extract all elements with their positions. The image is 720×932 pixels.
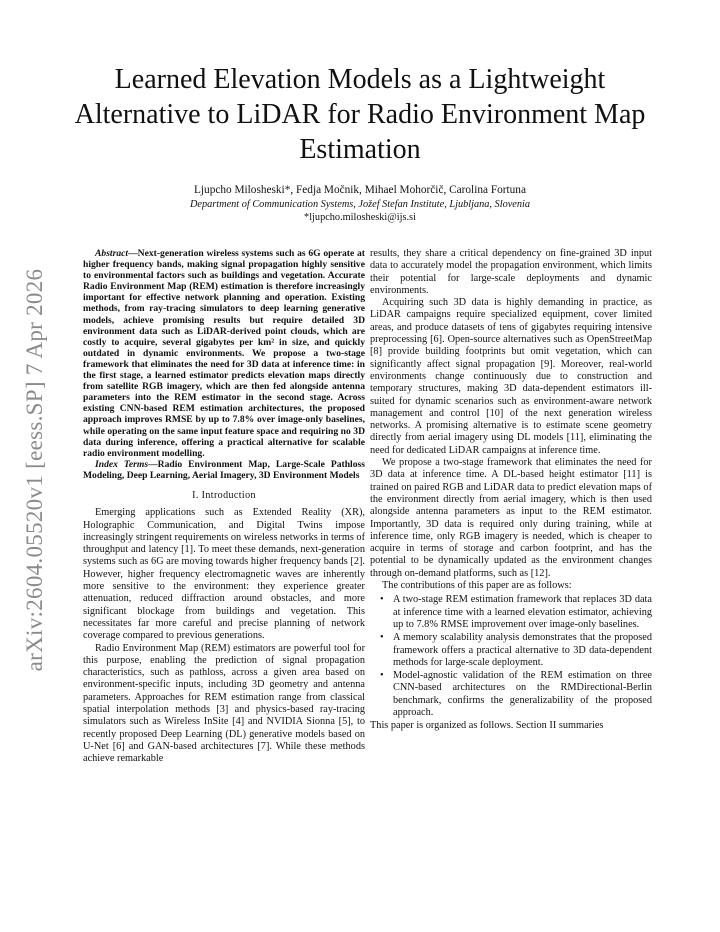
contributions-list	[370, 594, 652, 719]
right-paragraph-1: results, they share a critical dependency on fine-grained 3D input data to accurately model the propagation environment, which limits their potential for large-scale deployments and dynamic environments.	[370, 248, 652, 296]
affiliation: Department of Communication Systems, Jožef Stefan Institute, Ljubljana, Slovenia	[189, 199, 531, 210]
right-paragraph-2: Acquiring such 3D data is highly demanding in practice, as LiDAR campaigns require specialized equipment, cover limited areas, and produce datasets of tens of gigabytes requiring intensive preprocessing [6]. Open-source alternatives such as OpenStreetMap [8] provide building footprints but omit vegetation, which can significantly affect signal propagation [9]. Moreover, real-world environments change continuously due to construction and temporary structures, making 3D data-dependent estimators ill-suited for dynamic scenarios such as environment-aware network management and control [10] of the next generation wireless networks. A promising alternative is to estimate scene geometry directly from aerial imagery using DL models [11], eliminating the need for dedicated LiDAR campaigns at inference time.	[370, 297, 652, 456]
contact-email: *ljupcho.milosheski@ijs.si	[304, 212, 416, 223]
contributions-intro: The contributions of this paper are as follows:	[382, 580, 572, 592]
bullet-icon: •	[380, 632, 384, 644]
paper-title: Learned Elevation Models as a Lightweight Alternative to LiDAR for Radio Environment Map Estimation	[74, 64, 646, 165]
right-paragraph-5: This paper is organized as follows. Section II summaries	[370, 720, 604, 732]
author-list: Ljupcho Milosheski*, Fedja Močnik, Mihael Mohorčič, Carolina Fortuna	[194, 184, 526, 196]
abstract-label: Abstract	[95, 248, 129, 259]
abstract-text: —Next-generation wireless systems such as 6G operate at higher frequency bands, making signal propagation highly sensitive to environmental factors such as buildings and vegetation. Accurate Radio Environment Map (REM) estimation is therefore increasingly important for effective network planning and operation. Existing methods, from ray-tracing simulators to deep learning generative models, achieve promising results but require detailed 3D environment data such as LiDAR-derived point clouds, which are costly to acquire, several gigabytes per km² in size, and quickly outdated in dynamic environments. We propose a two-stage framework that eliminates the need for 3D data at inference time: in the first stage, a learned estimator predicts elevation maps directly from satellite RGB imagery, which are then fed alongside antenna parameters into the REM estimator in the second stage. Across existing CNN-based REM estimation architectures, the proposed approach improves RMSE by up to 7.8% over image-only baselines, while operating on the same input feature space and requiring no 3D data during inference, offering a practical alternative for scalable radio environment modelling.	[83, 248, 365, 459]
index-terms-label: Index Terms	[95, 458, 149, 470]
contribution-item: • Model-agnostic validation of the REM estimation on three CNN-based architectures on the RMDirectional-Berlin benchmark, confirms the generalizability of the proposed approach.	[380, 670, 652, 718]
contribution-item: • A two-stage REM estimation framework that replaces 3D data at inference time with a learned elevation estimator, achieving up to 7.8% RMSE improvement over image-only baselines.	[380, 594, 652, 630]
section-heading: I. Introduction	[192, 489, 256, 501]
right-paragraph-3: We propose a two-stage framework that eliminates the need for 3D data at inference time. A DL-based height estimator [11] is trained on paired RGB and LiDAR data to predict elevation maps of the environment directly from aerial imagery, which is then used alongside antenna parameters as input to the REM estimator. Importantly, 3D data is required only during training, while at inference time, only RGB imagery is needed, which is cheaper to acquire in terms of storage and carbon footprint, and has the potential to be dynamically updated as the environment changes through on-demand platforms, such as [12].	[370, 457, 652, 579]
right-column	[370, 248, 652, 733]
bullet-icon: •	[380, 670, 384, 682]
index-terms	[83, 459, 365, 481]
contribution-item: • A memory scalability analysis demonstrates that the proposed framework offers a practical alternative to 3D data-dependent methods for large-scale deployment.	[380, 632, 652, 668]
left-column	[83, 248, 365, 766]
bullet-icon: •	[380, 594, 384, 606]
intro-paragraph-1: Emerging applications such as Extended Reality (XR), Holographic Communication, and Digital Twins impose increasingly stringent requirements on wireless networks in terms of throughput and latency [1]. To meet these demands, next-generation systems such as 6G are moving towards higher frequency bands [2]. However, higher frequency electromagnetic waves are inherently more sensitive to the environment: they experience greater attenuation, reduced diffraction around obstacles, and more significant blockage from buildings and vegetation. This necessitates far more careful and precise planning of network coverage compared to previous generations.	[83, 507, 365, 642]
abstract	[83, 248, 365, 459]
intro-paragraph-2: Radio Environment Map (REM) estimators are powerful tool for this purpose, enabling the prediction of signal propagation characteristics, such as pathloss, across a given area based on environment-specific inputs, including 3D geometry and antenna parameters. Approaches for REM estimation range from classical spatial interpolation methods [3] and physics-based ray-tracing simulators such as Wireless InSite [4] and NVIDIA Sionna [5], to recently proposed Deep Learning (DL) generative models based on U-Net [6] and GAN-based architectures [7]. While these methods achieve remarkable	[83, 642, 365, 765]
arxiv-watermark: arXiv:2604.05520v1 [eess.SP] 7 Apr 2026	[22, 268, 47, 672]
index-terms-text: —Radio Environment Map, Large-Scale Pathloss Modeling, Deep Learning, Aerial Imagery, 3D Environment Models	[83, 458, 365, 481]
